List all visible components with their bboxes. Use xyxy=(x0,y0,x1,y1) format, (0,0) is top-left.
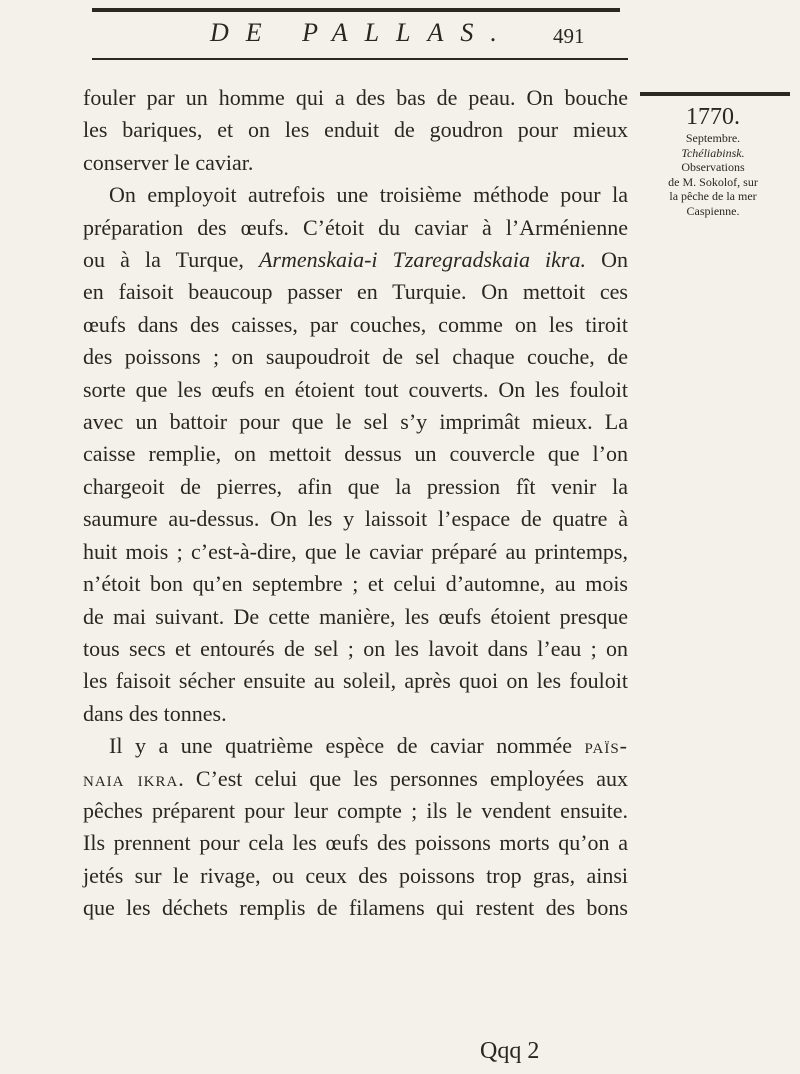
running-title: DE PALLAS. xyxy=(210,18,514,47)
text-line: pêches préparent pour leur compte ; ils le vendent ensuite. xyxy=(83,797,628,823)
text-line: n’étoit bon qu’en septembre ; et celui d’automne, au mois xyxy=(83,571,628,597)
header-rule xyxy=(92,58,628,60)
main-text xyxy=(83,82,628,925)
text-line: œufs dans des caisses, par couches, comme on les tiroit xyxy=(83,311,628,337)
text-line: sorte que les œufs en étoient tout couverts. On les fouloit xyxy=(83,376,628,402)
margin-month: Septembre. xyxy=(685,131,741,145)
text-line: huit mois ; c’est-à-dire, que le caviar préparé au printemps, xyxy=(83,538,628,564)
margin-note-line: Caspienne. xyxy=(686,203,740,218)
page-number: 491 xyxy=(553,24,585,48)
russian-term: Armenskaia-i Tzaregradskaia ikra. xyxy=(258,247,586,273)
margin-note xyxy=(638,96,788,218)
text-line: les bariques, et on les enduit de goudron pour mieux xyxy=(83,117,628,143)
text-line: les faisoit sécher ensuite au soleil, après quoi on les fouloit xyxy=(83,668,628,694)
text-span: ou à la Turque, xyxy=(83,247,259,273)
caviar-name: naia ikra xyxy=(83,765,179,791)
text-line: fouler par un homme qui a des bas de peau. On bouche xyxy=(83,85,628,110)
text-span: Il y a une quatrième espèce de caviar nommée xyxy=(109,733,585,759)
text-line: On employoit autrefois une troisième méthode pour la xyxy=(109,182,628,208)
text-line xyxy=(83,244,628,276)
text-line xyxy=(83,730,628,762)
text-span: . C’est celui que les personnes employées aux xyxy=(178,765,628,791)
text-line: que les déchets remplis de filamens qui restent des bons xyxy=(83,895,628,921)
text-line: chargeoit de pierres, afin que la pression fît venir la xyxy=(83,473,628,499)
text-line: Ils prennent pour cela les œufs des poissons morts qu’on a xyxy=(83,830,628,856)
text-line: tous secs et entourés de sel ; on les lavoit dans l’eau ; on xyxy=(83,635,628,661)
text-line: conserver le caviar. xyxy=(83,149,254,175)
margin-note-line: la pêche de la mer xyxy=(669,189,757,203)
text-line: des poissons ; on saupoudroit de sel chaque couche, de xyxy=(83,344,628,370)
text-line: caisse remplie, on mettoit dessus un couvercle que l’on xyxy=(83,441,628,467)
margin-note-line: de M. Sokolof, sur xyxy=(668,174,758,189)
margin-note-line: Observations xyxy=(681,160,745,174)
text-line: saumure au-dessus. On les y laissoit l’espace de quatre à xyxy=(83,506,628,532)
caviar-name: païs- xyxy=(584,733,628,759)
text-line: jetés sur le rivage, ou ceux des poissons trop gras, ainsi xyxy=(83,862,628,888)
text-line: préparation des œufs. C’étoit du caviar à l’Arménienne xyxy=(83,214,628,240)
text-line xyxy=(83,763,628,795)
text-line: avec un battoir pour que le sel s’y imprimât mieux. La xyxy=(83,409,628,435)
text-line: en faisoit beaucoup passer en Turquie. On mettoit ces xyxy=(83,279,628,305)
top-rule xyxy=(92,8,620,12)
text-span: On xyxy=(586,247,629,273)
margin-year: 1770. xyxy=(686,104,740,130)
text-line: dans des tonnes. xyxy=(83,700,227,726)
signature-mark: Qqq 2 xyxy=(480,1038,540,1064)
margin-place: Tchéliabinsk. xyxy=(681,145,745,160)
text-line: de mai suivant. De cette manière, les œufs étoient presque xyxy=(83,603,628,629)
